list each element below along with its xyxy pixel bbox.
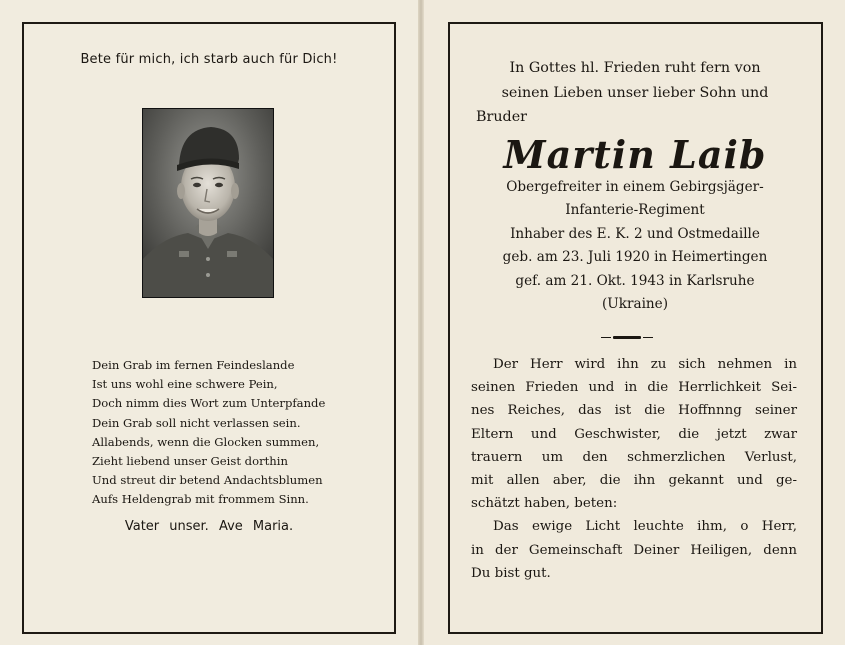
text-line: Das ewige Licht leuchte ihm, o Herr, xyxy=(493,519,797,535)
poem-line: Ist uns wohl eine schwere Pein, xyxy=(92,377,278,392)
detail-rank: Obergefreiter in einem Gebirgsjäger- xyxy=(506,179,764,195)
memorial-motto: Bete für mich, ich starb auch für Dich! xyxy=(80,52,338,67)
text-line: mit allen aber, die ihn gekannt und ge- xyxy=(471,473,797,489)
closing-prayer: Vater unser. Ave Maria. xyxy=(124,519,294,534)
text-line: trauern um den schmerzlichen Verlust, xyxy=(471,449,797,465)
detail-regiment: Infanterie-Regiment xyxy=(565,202,705,219)
soldier-portrait-photo xyxy=(142,108,274,298)
poem-line: Doch nimm dies Wort zum Unterpfande xyxy=(92,396,326,411)
text-line: Du bist gut. xyxy=(471,565,551,581)
detail-died: gef. am 21. Okt. 1943 in Karlsruhe xyxy=(515,272,755,289)
intro-line: Bruder xyxy=(476,109,527,125)
poem-line: Dein Grab soll nicht verlassen sein. xyxy=(92,415,301,430)
deceased-details xyxy=(462,176,808,316)
text-line: in der Gemeinschaft Deiner Heiligen, denn xyxy=(471,542,797,558)
intro-line: seinen Lieben unser lieber Sohn und xyxy=(501,84,769,101)
ornamental-divider xyxy=(613,336,641,339)
poem-line: Und streut dir betend Andachtsblumen xyxy=(92,473,323,488)
text-line: seinen Frieden und in die Herrlichkeit Sei- xyxy=(471,380,797,396)
poem-line: Allabends, wenn die Glocken summen, xyxy=(92,434,320,449)
card-fold xyxy=(418,0,424,645)
intro-text xyxy=(470,56,800,130)
poem-line: Aufs Heldengrab mit frommem Sinn. xyxy=(92,492,309,507)
text-line: nes Reiches, das ist die Hoffnnng seiner xyxy=(471,403,797,419)
detail-location: (Ukraine) xyxy=(601,296,669,313)
intro-line: In Gottes hl. Frieden ruht fern von xyxy=(509,60,761,76)
portrait-icon xyxy=(143,109,273,297)
text-line: Der Herr wird ihn zu sich nehmen in xyxy=(493,357,797,372)
scripture-text xyxy=(471,353,797,585)
poem-line: Zieht liebend unser Geist dorthin xyxy=(92,454,288,469)
detail-decorations: Inhaber des E. K. 2 und Ostmedaille xyxy=(510,225,760,242)
deceased-name: Martin Laib xyxy=(503,132,767,177)
text-line: Eltern und Geschwister, die jetzt zwar xyxy=(471,426,797,442)
text-line: schätzt haben, beten: xyxy=(471,496,618,512)
poem-line: Dein Grab im fernen Feindeslande xyxy=(92,358,295,372)
memorial-poem xyxy=(92,356,352,510)
detail-born: geb. am 23. Juli 1920 in Heimertingen xyxy=(502,249,768,266)
